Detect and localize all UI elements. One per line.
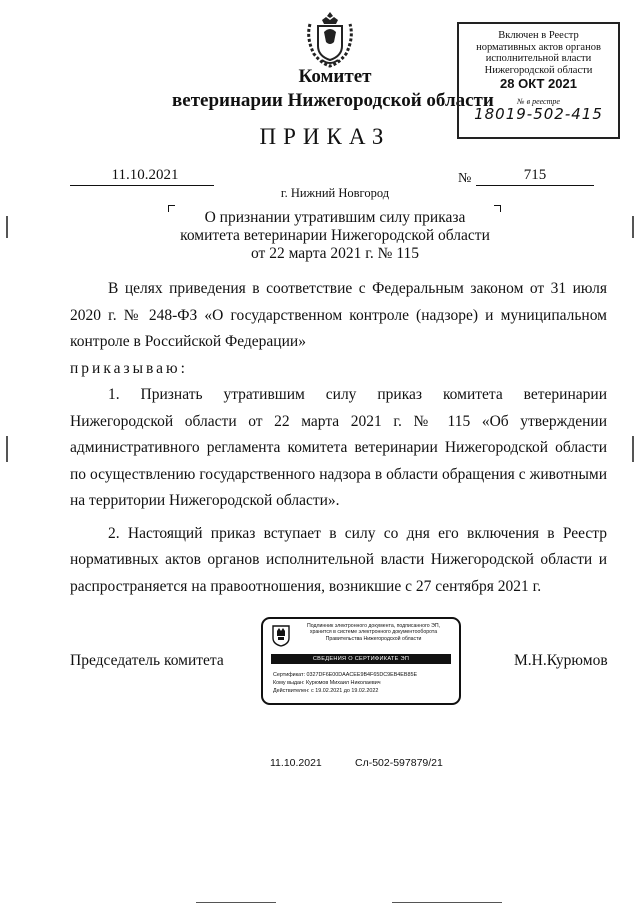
document-title [0, 209, 640, 263]
signer-name: М.Н.Курюмов [514, 652, 608, 669]
e-sig-header-line3: Правительства Нижегородской области [325, 635, 422, 642]
scan-edge-mark [196, 902, 276, 903]
scan-edge-mark [6, 436, 8, 462]
city: г. Нижний Новгород [280, 186, 390, 200]
stamp-date: 28 ОКТ 2021 [500, 76, 577, 91]
e-sig-owner: Кому выдан: Курюмов Михаил Николаевич [273, 680, 381, 686]
registry-stamp [457, 22, 620, 139]
e-sig-validity: Действителен: с 19.02.2021 до 19.02.2022 [273, 688, 379, 694]
scan-edge-mark [632, 436, 634, 462]
stamp-line1: Включен в Реестр [498, 30, 579, 41]
document-body [70, 276, 607, 600]
signer-position: Председатель комитета [70, 652, 224, 669]
title-line2: комитета ветеринарии Нижегородской области [180, 227, 490, 244]
footer-reg-number: Сл-502-597879/21 [355, 757, 443, 769]
org-name-line1: Комитет [298, 66, 372, 87]
stamp-line4: Нижегородской области [484, 64, 593, 76]
number-sign: № [458, 171, 472, 186]
scan-edge-mark [392, 902, 502, 903]
stamp-reg-label: № в реестре [517, 96, 560, 106]
stamp-line3: исполнительной власти [485, 53, 592, 64]
order-word: приказываю: [70, 359, 188, 377]
title-line1: О признании утратившим силу приказа [204, 209, 466, 226]
stamp-reg-number: 18019-502-415 [474, 105, 603, 123]
org-name-line2: ветеринарии Нижегородской области [172, 90, 494, 111]
e-sig-header-line2: хранится в системе электронного документооборота [309, 629, 438, 636]
e-signature-bar: СВЕДЕНИЯ О СЕРТИФИКАТЕ ЭП [271, 654, 451, 664]
item-2: 2. Настоящий приказ вступает в силу со дня его включения в Реестр нормативных актов органов исполнительной власти Нижегородской области и распространяется на правоотношения, возникшие с 27 сентября 2021 г. [70, 524, 607, 595]
e-sig-header-line1: Подлинник электронного документа, подписанного ЭП, [306, 623, 440, 629]
document-date: 11.10.2021 [70, 167, 214, 186]
stamp-line2: нормативных актов органов [476, 41, 601, 53]
document-type: ПРИКАЗ [259, 124, 391, 149]
document-number: 715 [476, 167, 594, 186]
preamble: В целях приведения в соответствие с Федеральным законом от 31 июля 2020 г. № 248-ФЗ «О государственном контроле (надзоре) и муниципальном контроле в Российской Федерации» [70, 280, 607, 350]
e-sig-certificate: Сертификат: 0327DF6E00DAACEE9B4F65DC9EB4EB85E [273, 672, 418, 678]
title-line3: от 22 марта 2021 г. № 115 [251, 245, 419, 262]
e-signature-stamp [261, 617, 461, 705]
e-signature-header [291, 623, 456, 642]
footer-date: 11.10.2021 [270, 757, 322, 769]
item-1: 1. Признать утратившим силу приказ комитета ветеринарии Нижегородской области от 22 марта 2021 г. № 115 «Об утверждении административного регламента комитета ветеринарии Нижегородской области по осуществлению государственного надзора в области обращения с животными на территории Нижегородской области». [70, 386, 607, 509]
coat-of-arms-emblem [304, 10, 356, 68]
deer-emblem-icon [272, 625, 290, 647]
